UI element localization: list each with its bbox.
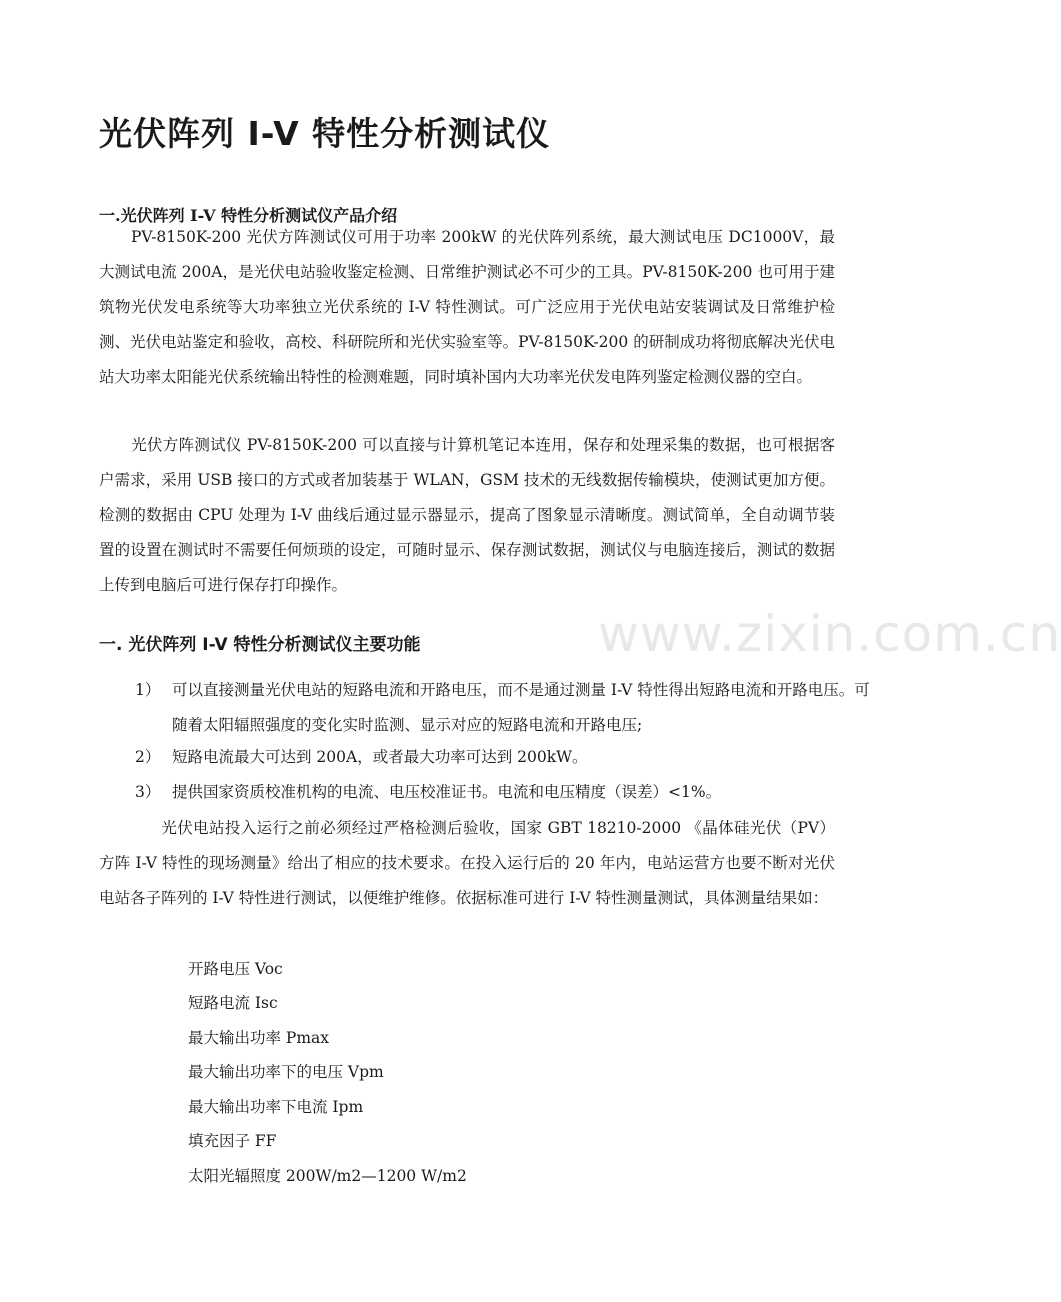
list-item-number: 2） [135,748,161,766]
list-item-number: 1） [135,681,161,699]
list-item-text: 提供国家资质校准机构的电流、电压校准证书。电流和电压精度（误差）<1%。 [172,783,722,801]
measurement-item: 开路电压 Voc [188,960,283,978]
watermark: www.zixin.com.cn [598,605,1061,663]
standards-paragraph [99,811,835,916]
intro-paragraph-1-text: PV-8150K-200 光伏方阵测试仪可用于功率 200kW 的光伏阵列系统，最大测试电压 DC1000V，最大测试电流 200A，是光伏电站验收鉴定检测、日常维护测试必不可少的工具。PV-8150K-200 也可用于建筑物光伏发电系统等大功率独立光伏系统的 I-V 特性测试。可广泛应用于光伏电站安装调试及日常维护检测、光伏电站鉴定和验收，高校、科研院所和光伏实验室等。PV-8150K-200 的研制成功将彻底解决光伏电站大功率太阳能光伏系统输出特性的检测难题，同时填补国内大功率光伏发电阵列鉴定检测仪器的空白。 [99,228,835,386]
list-item [135,673,872,743]
list-item [135,775,872,810]
measurement-item: 填充因子 FF [188,1132,277,1150]
section-heading-intro: 一.光伏阵列 I-V 特性分析测试仪产品介绍 [99,206,398,225]
intro-paragraph-2 [99,428,835,603]
list-item-number: 3） [135,783,161,801]
measurement-item: 短路电流 Isc [188,994,278,1012]
list-item [135,740,872,775]
measurement-item: 最大输出功率下的电压 Vpm [188,1063,384,1081]
measurement-item: 最大输出功率 Pmax [188,1029,330,1047]
intro-paragraph-1 [99,220,835,395]
intro-paragraph-2-text: 光伏方阵测试仪 PV-8150K-200 可以直接与计算机笔记本连用，保存和处理采集的数据，也可根据客户需求，采用 USB 接口的方式或者加装基于 WLAN，GSM 技术的无线数据传输模块，使测试更加方便。检测的数据由 CPU 处理为 I-V 曲线后通过显示器显示，提高了图象显示清晰度。测试简单，全自动调节装置的设置在测试时不需要任何烦琐的设定，可随时显示、保存测试数据，测试仪与电脑连接后，测试的数据上传到电脑后可进行保存打印操作。 [99,436,835,594]
list-item-text: 可以直接测量光伏电站的短路电流和开路电压，而不是通过测量 I-V 特性得出短路电流和开路电压。可随着太阳辐照强度的变化实时监测、显示对应的短路电流和开路电压; [172,681,870,734]
page-title: 光伏阵列 I-V 特性分析测试仪 [99,114,551,153]
measurement-item: 太阳光辐照度 200W/m2—1200 W/m2 [188,1167,467,1185]
section-heading-functions: 一. 光伏阵列 I-V 特性分析测试仪主要功能 [99,635,421,655]
measurement-item: 最大输出功率下电流 Ipm [188,1098,364,1116]
list-item-text: 短路电流最大可达到 200A，或者最大功率可达到 200kW。 [172,748,588,766]
standards-paragraph-text: 光伏电站投入运行之前必须经过严格检测后验收，国家 GBT 18210-2000 《晶体硅光伏（PV）方阵 I-V 特性的现场测量》给出了相应的技术要求。在投入运行后的 20 年内，电站运营方也要不断对光伏电站各子阵列的 I-V 特性进行测试，以便维护维修。依据标准可进行 I-V 特性测量测试，具体测量结果如： [99,819,835,907]
